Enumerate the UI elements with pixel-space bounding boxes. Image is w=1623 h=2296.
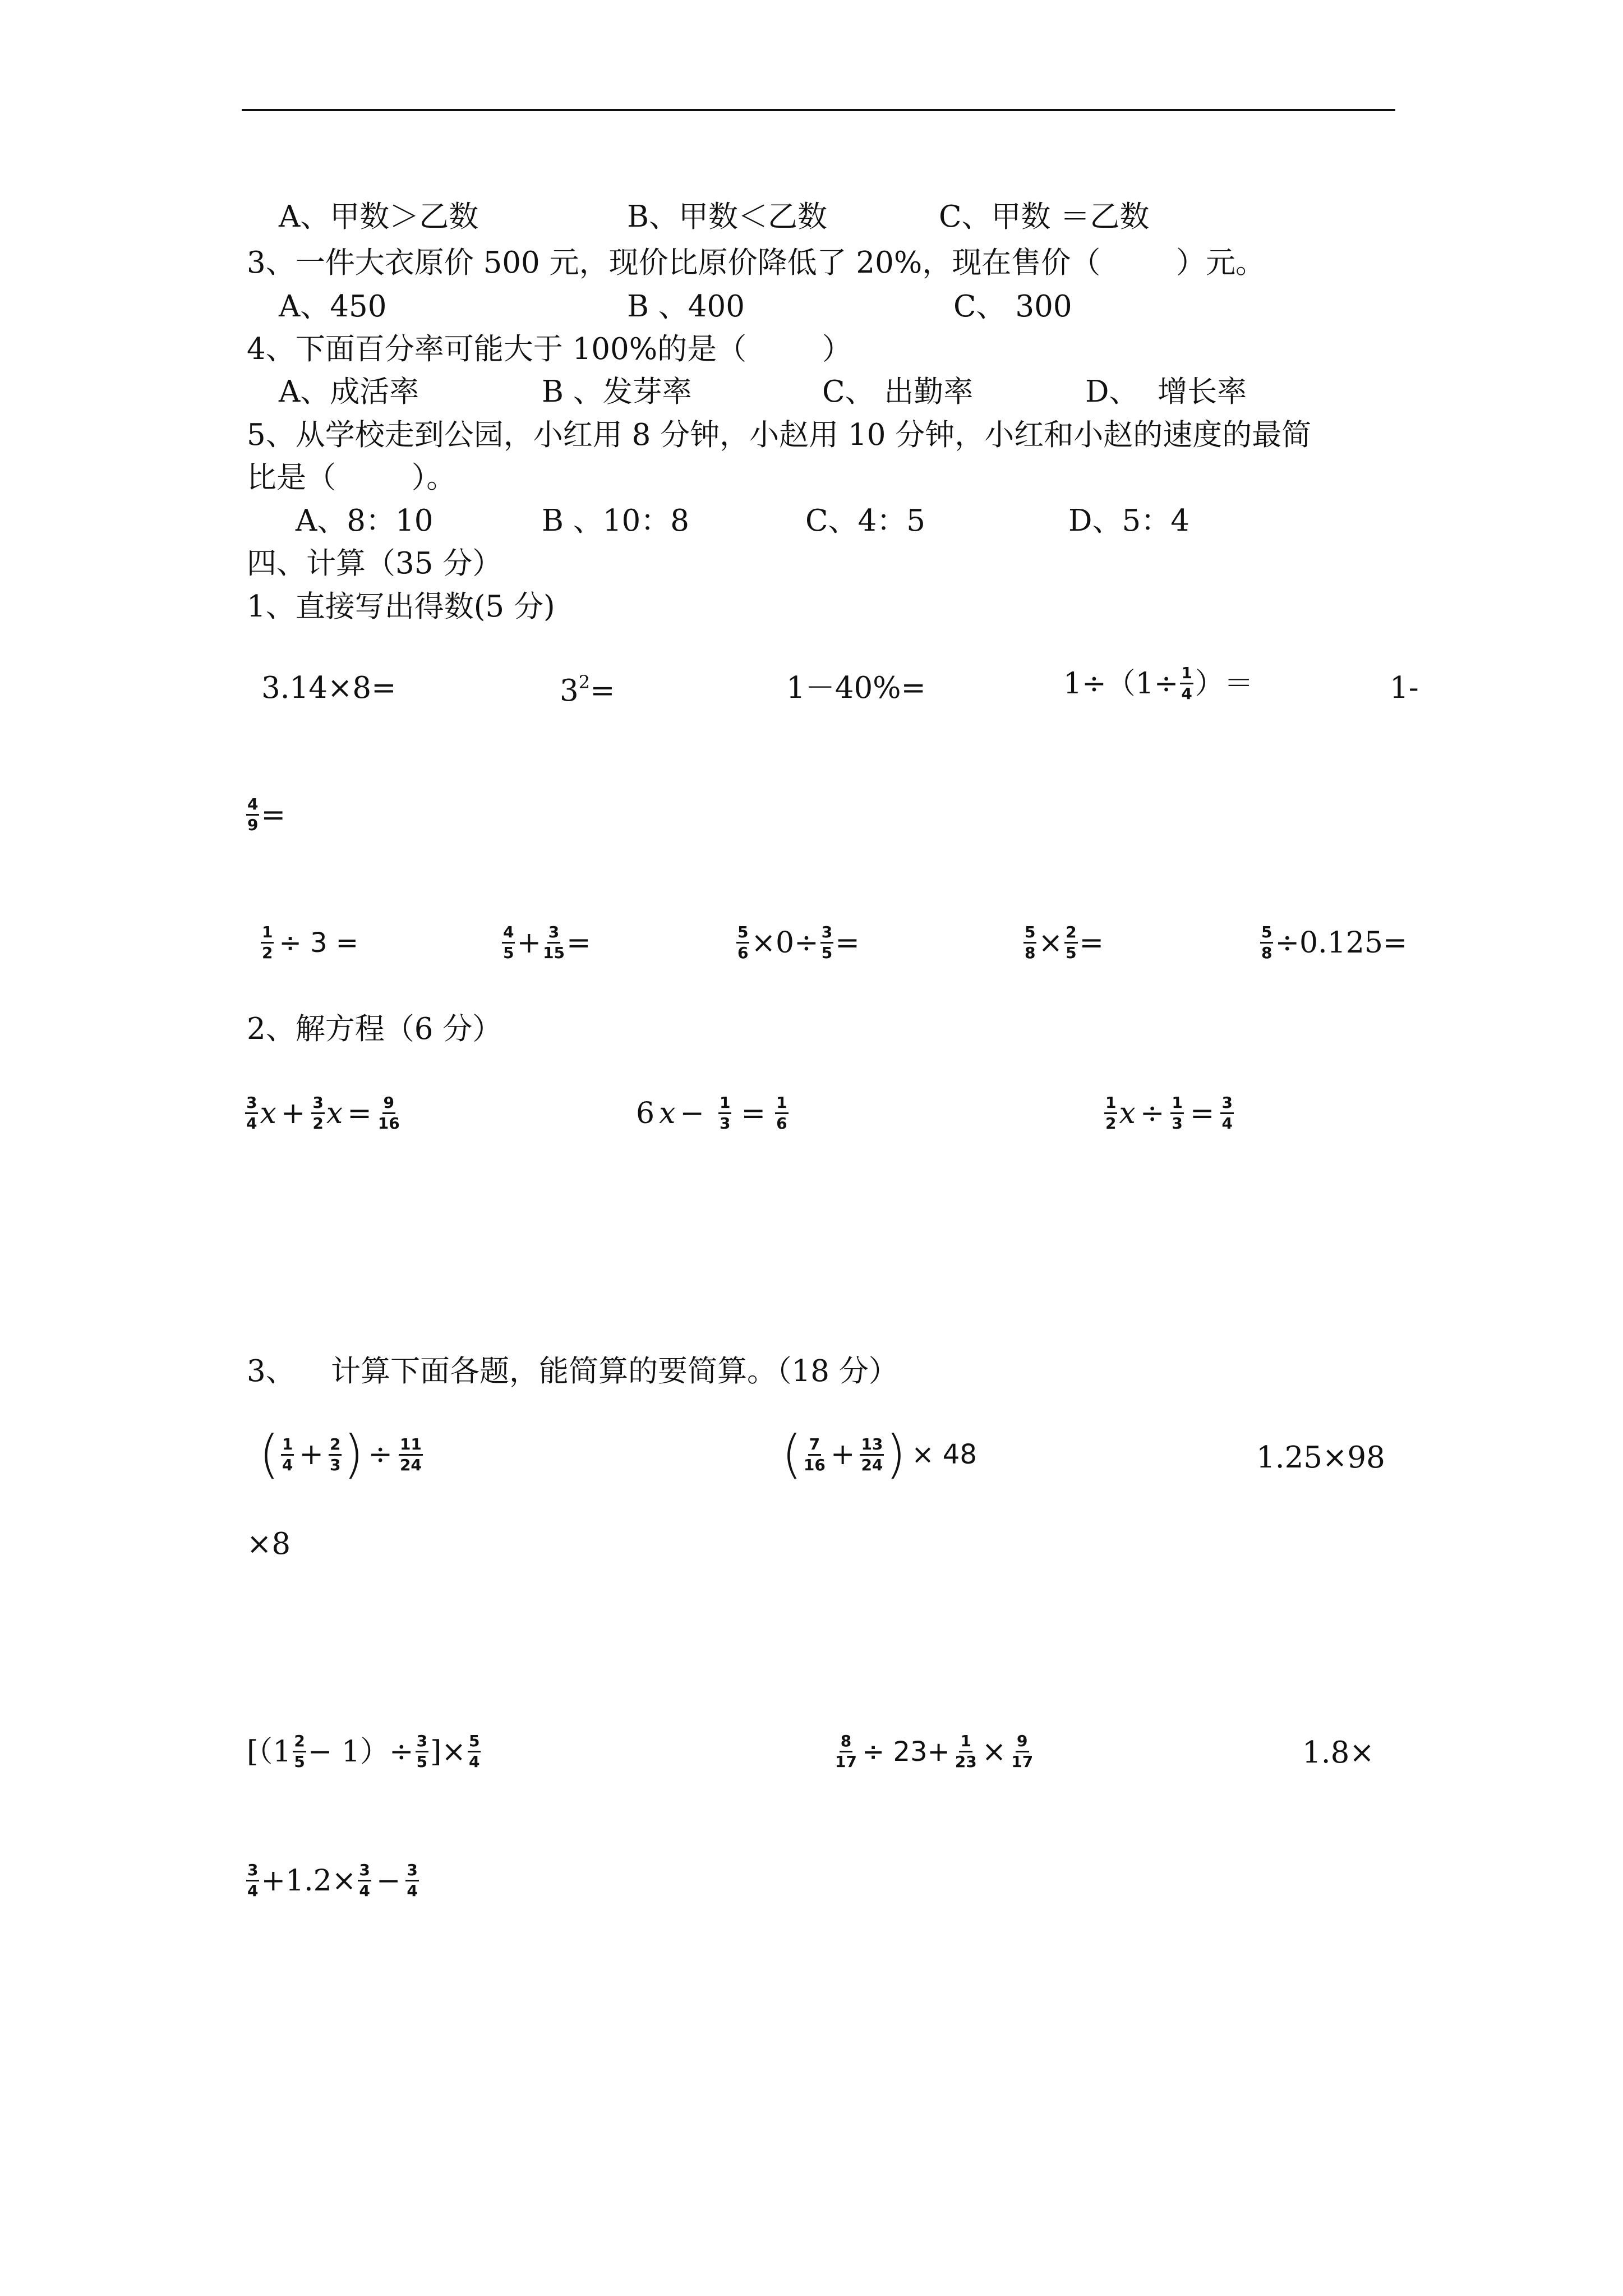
calc-1-8-continuation: 3 4 +1.2× $\frac{3}{4}$ − $\frac{3}{4}$ — [247, 1861, 418, 1900]
q4-option-b: B 、发芽率 — [542, 375, 692, 409]
part3-title: 计算下面各题，能简算的要简算。（18 分） — [331, 1354, 898, 1388]
q4-option-a: A、成活率 — [279, 375, 419, 409]
q5-option-c: C、4：5 — [805, 504, 925, 538]
q2-option-b: B、甲数＜乙数 — [627, 200, 827, 234]
section-4-title: 四、计算（35 分） — [247, 546, 502, 581]
equation-1: 3 4 x + $\frac{3}{2}$ x = $\frac{9}{16}$ — [246, 1093, 400, 1133]
calc-1-8-times: 1.8× — [1302, 1736, 1375, 1770]
calc-paren-sum-div: ( 1 4 + $\frac{2}{3}$ ) ÷ $\frac{11}{24}$ — [259, 1424, 422, 1484]
part3-number: 3、 — [247, 1354, 296, 1388]
equation-2: 6 x − $\frac{1}{3}$ = $\frac{1}{6}$ — [636, 1093, 787, 1133]
calc-bracket-mixed: [（1 2 5 − 1）÷ $\frac{3}{5}$ ]× $\frac{5}{4}$ — [247, 1732, 480, 1771]
q4-stem: 4、下面百分率可能大于 100%的是（ ） — [247, 332, 852, 366]
q2-option-a: A、甲数＞乙数 — [279, 200, 479, 234]
calc-3-14-times-8: 3.14×8= — [261, 671, 396, 705]
calc-div-0-125: $\frac{5}{8}$ ÷0.125= — [1261, 923, 1408, 962]
calc-1-25-times-98: 1.25×98 — [1256, 1441, 1385, 1475]
q4-option-d: D、 增长率 — [1085, 375, 1247, 409]
calc-fraction-product: $\frac{5}{8}$ × $\frac{2}{5}$ = — [1025, 923, 1104, 962]
q5-stem-line2: 比是（ ）。 — [247, 461, 457, 495]
q3-option-c: C、 300 — [953, 289, 1072, 324]
calc-1-minus-fraction-end: $\frac{4}{9}$ = — [247, 795, 286, 834]
q5-option-d: D、5：4 — [1068, 504, 1189, 538]
calc-times-8: ×8 — [247, 1527, 291, 1561]
q2-option-c: C、甲数 ＝乙数 — [939, 200, 1150, 234]
calc-1-minus-fraction-start: 1- — [1390, 671, 1419, 705]
q3-option-b: B 、400 — [627, 289, 745, 324]
q5-option-a: A、8：10 — [296, 504, 434, 538]
calc-1-minus-40pct: 1－40%= — [786, 671, 926, 705]
q5-stem-line1: 5、从学校走到公园，小红用 8 分钟，小赵用 10 分钟，小红和小赵的速度的最简 — [247, 418, 1312, 452]
header-rule — [242, 109, 1395, 111]
calc-times-zero: $\frac{5}{6}$ ×0÷ $\frac{3}{5}$ = — [737, 923, 860, 962]
q4-option-c: C、 出勤率 — [822, 375, 974, 409]
equation-3: 1 2 x ÷ $\frac{1}{3}$ = $\frac{3}{4}$ — [1105, 1093, 1233, 1133]
calc-fraction-sum: 4 5 + $\frac{3}{15}$ = — [503, 923, 591, 962]
part1-title: 1、直接写出得数(5 分) — [247, 590, 555, 624]
calc-paren-sum-times-48: ( 7 16 + $\frac{13}{24}$ ) × 48 — [782, 1424, 977, 1484]
calc-div-23: $\frac{8}{17}$ ÷ 23+ $\frac{1}{23}$ × $\frac{9}{17}$ — [835, 1732, 1034, 1771]
q5-option-b: B 、10：8 — [542, 504, 689, 538]
calc-half-div-3: $\frac{1}{2}$ ÷ 3 = — [262, 923, 358, 962]
q3-stem: 3、一件大衣原价 500 元，现价比原价降低了 20%，现在售价（ ）元。 — [247, 246, 1265, 280]
part2-title: 2、解方程（6 分） — [247, 1012, 502, 1046]
q3-option-a: A、450 — [279, 289, 387, 324]
calc-1-div-expr: 1÷（1÷ $\frac{1}{4}$ ）＝ — [1063, 664, 1253, 703]
calc-3-squared: $3^2=$ — [560, 671, 615, 708]
